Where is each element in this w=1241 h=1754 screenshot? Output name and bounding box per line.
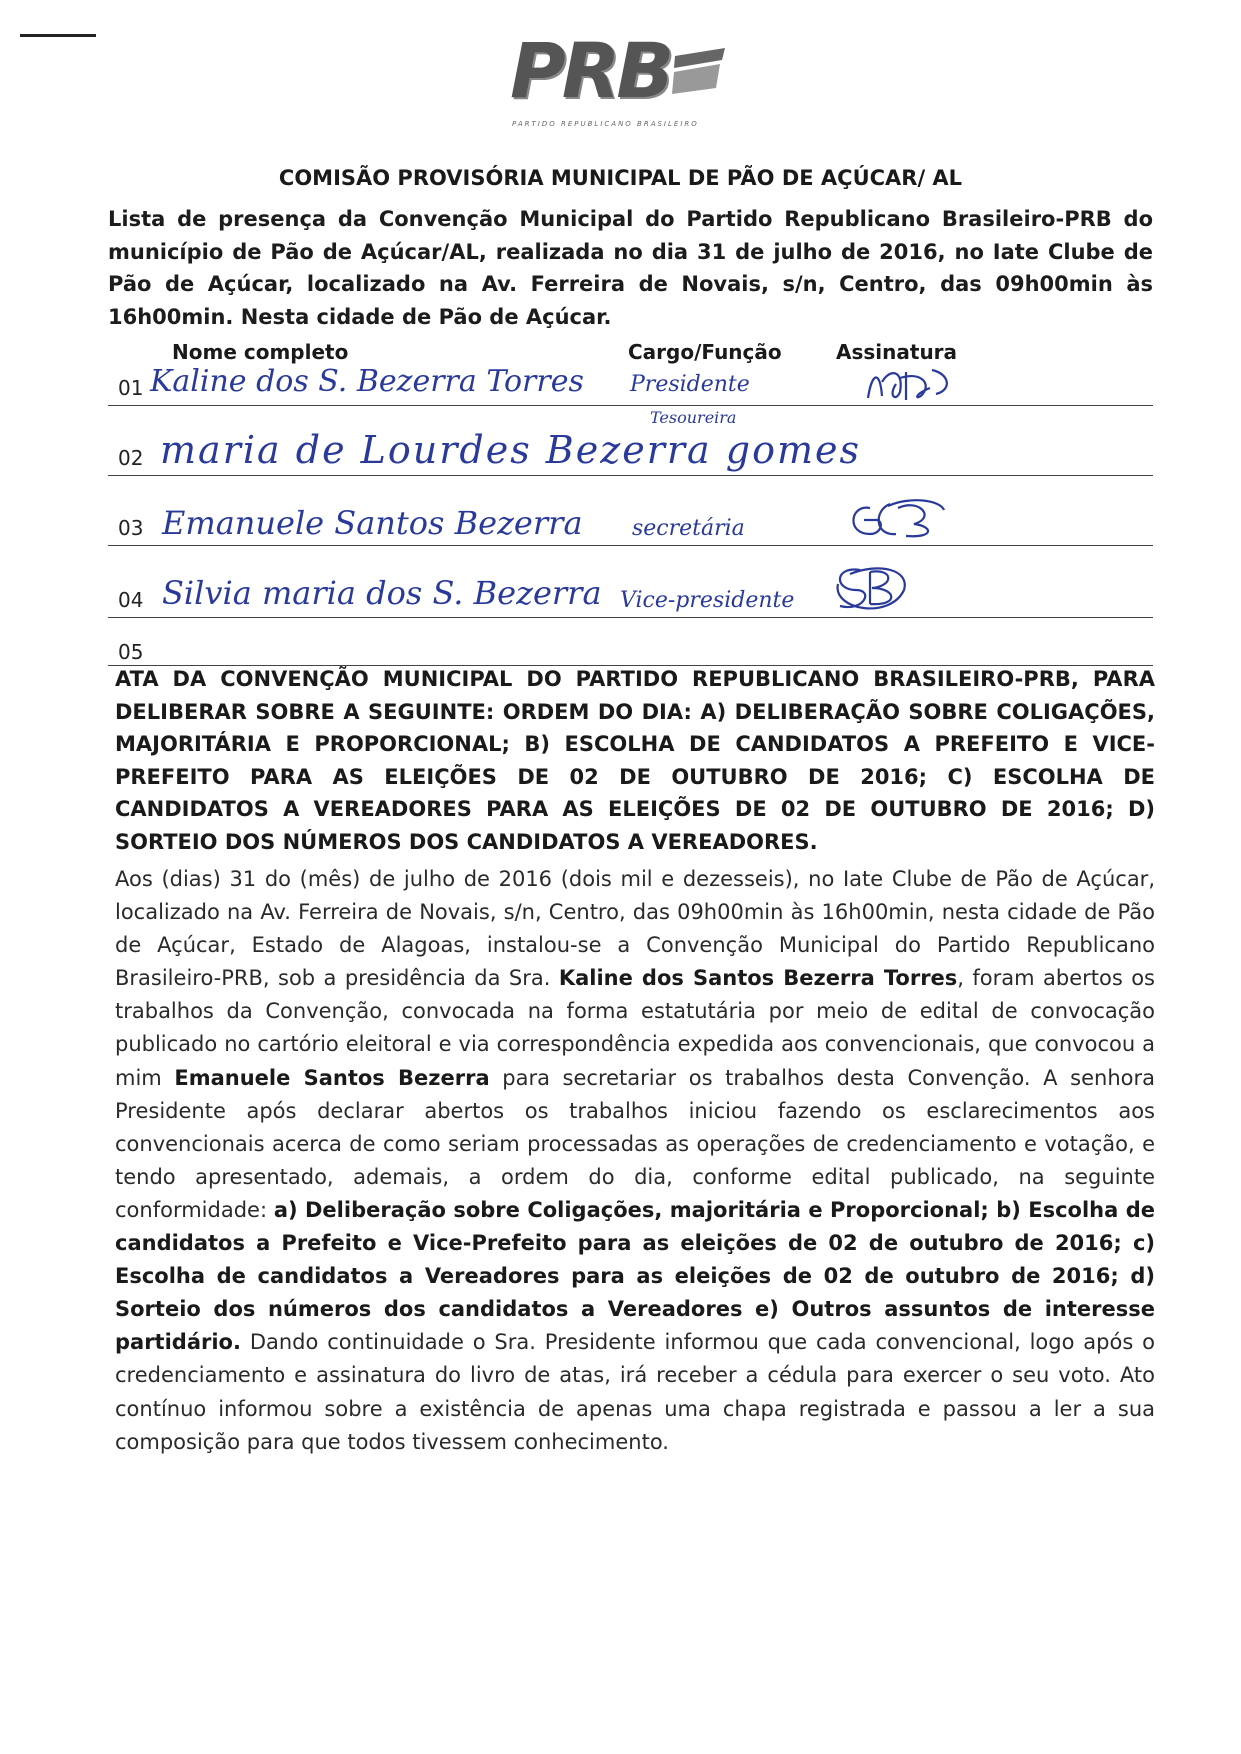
prb-logo	[510, 26, 740, 128]
logo-flag-icon	[670, 48, 730, 98]
agenda-items: a) Deliberação sobre Coligações, majoritária e Proporcional; b) Escolha de candidatos a Prefeito e Vice-Prefeito para as eleições de 02 de outubro de 2016; c) Escolha de candidatos a Vereadores para as eleições de 02 de outubro de 2016; d) Sorteio dos números dos candidatos a Vereadores e) Outros assuntos de interesse partidário.	[115, 1197, 1155, 1355]
signature-mark	[860, 362, 960, 406]
attendee-role: Vice-presidente	[620, 588, 795, 613]
signature-mark	[830, 560, 910, 616]
attendee-name: maria de Lourdes Bezerra gomes	[160, 428, 861, 472]
attendee-role: secretária	[632, 516, 745, 541]
minutes-body	[115, 863, 1155, 1459]
corner-mark	[20, 34, 96, 37]
attendee-name: Emanuele Santos Bezerra	[162, 504, 583, 542]
row-number: 03	[118, 516, 144, 540]
column-name: Nome completo	[172, 340, 349, 364]
column-role: Cargo/Função	[628, 340, 782, 364]
minutes-paragraph: Dando continuidade o Sra. Presidente informou que cada convencional, logo após o credenciamento e assinatura do livro de atas, irá receber a cédula para exercer o seu voto. Ato contínuo informou sobre a existência de apenas uma chapa registrada e passou a ler a sua composição para que todos tivessem conhecimento.	[115, 1330, 1155, 1454]
attendee-annotation: Tesoureira	[650, 408, 737, 427]
ata-title: ATA DA CONVENÇÃO MUNICIPAL DO PARTIDO REPUBLICANO BRASILEIRO-PRB, PARA DELIBERAR SOBRE A SEGUINTE: ORDEM DO DIA: A) DELIBERAÇÃO SOBRE COLIGAÇÕES, MAJORITÁRIA E PROPORCIONAL; B) ESCOLHA DE CANDIDATOS A PREFEITO E VICE-PREFEITO PARA AS ELEIÇÕES DE 02 DE OUTUBRO DE 2016; C) ESCOLHA DE CANDIDATOS A VEREADORES PARA AS ELEIÇÕES DE 02 DE OUTUBRO DE 2016; D) SORTEIO DOS NÚMEROS DOS CANDIDATOS A VEREADORES.	[115, 667, 1155, 854]
president-name: Kaline dos Santos Bezerra Torres	[558, 966, 958, 991]
attendee-name: Silvia maria dos S. Bezerra	[162, 574, 602, 612]
row-number: 04	[118, 588, 144, 612]
logo-wordmark: PRB	[510, 26, 671, 115]
row-number: 01	[118, 376, 144, 400]
row-divider	[108, 617, 1153, 618]
logo-subtitle: PARTIDO REPUBLICANO BRASILEIRO	[512, 120, 699, 128]
minutes-paragraph: para secretariar os trabalhos desta Convenção. A senhora Presidente após declarar abertos os trabalhos iniciou fazendo os esclarecimentos aos convencionais acerca de como seriam processadas as operações de credenciamento e votação, e tendo apresentado, ademais, a ordem do dia, conforme edital publicado, na seguinte conformidade:	[115, 1065, 1155, 1222]
row-number: 02	[118, 446, 144, 470]
secretary-name: Emanuele Santos Bezerra	[174, 1065, 490, 1090]
row-divider	[108, 545, 1153, 546]
page-title: COMISÃO PROVISÓRIA MUNICIPAL DE PÃO DE AÇÚCAR/ AL	[278, 166, 963, 190]
minutes-paragraph: , foram abertos os trabalhos da Convenção, convocada na forma estatutária por meio de edital de convocação publicado no cartório eleitoral e via correspondência expedida aos convencionais, que convocou a mim	[115, 966, 1156, 1090]
attendee-name: Kaline dos S. Bezerra Torres	[150, 364, 584, 399]
attendee-role: Presidente	[630, 372, 750, 397]
row-number: 05	[118, 640, 144, 664]
column-signature: Assinatura	[836, 340, 958, 364]
row-divider	[108, 475, 1153, 476]
intro-paragraph: Lista de presença da Convenção Municipal do Partido Republicano Brasileiro-PRB do município de Pão de Açúcar/AL, realizada no dia 31 de julho de 2016, no Iate Clube de Pão de Açúcar, localizado na Av. Ferreira de Novais, s/n, Centro, das 09h00min às 16h00min. Nesta cidade de Pão de Açúcar.	[108, 207, 1153, 329]
signature-mark	[840, 494, 950, 544]
row-divider	[108, 405, 1153, 406]
minutes-paragraph: Aos (dias) 31 do (mês) de julho de 2016 (dois mil e dezesseis), no Iate Clube de Pão de Açúcar, localizado na Av. Ferreira de Novais, s/n, Centro, das 09h00min às 16h00min, nesta cidade de Pão de Açúcar, Estado de Alagoas, instalou-se a Convenção Municipal do Partido Republicano Brasileiro-PRB, sob a presidência da Sra.	[115, 867, 1155, 991]
